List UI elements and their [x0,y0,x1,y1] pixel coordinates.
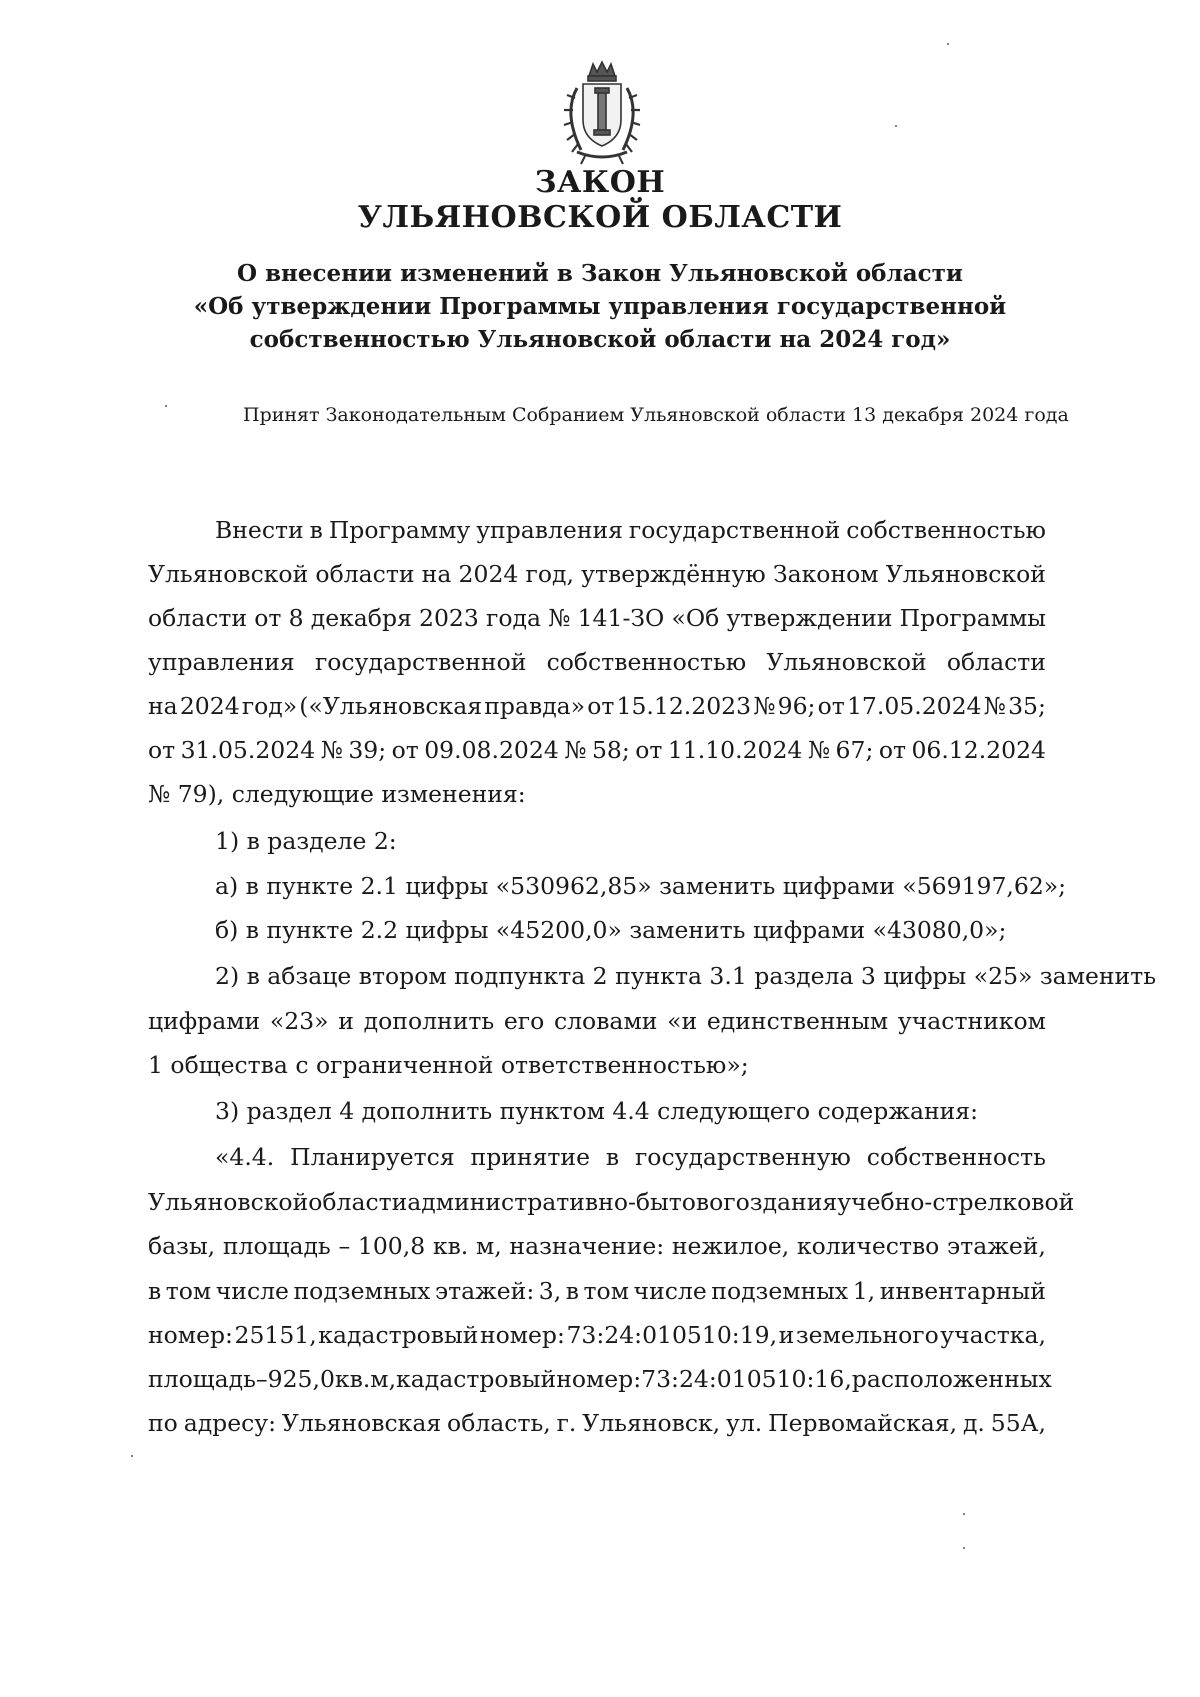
word: от [391,736,419,764]
list-item-2-line3: 1 общества с ограниченной ответственностью»; [148,1051,749,1079]
word: том [583,1277,629,1305]
adoption-note: Принят Законодательным Собранием Ульяновской области 13 декабря 2024 года [243,404,1069,426]
word: Ульяновской [148,560,309,588]
coat-of-arms-icon [547,58,657,168]
word: собственность [866,1143,1046,1171]
word: подземных [711,1277,849,1305]
word: 67; [835,736,874,764]
word: – [255,1365,268,1393]
word: область, [447,1409,551,1437]
word: кадастровый [318,1321,479,1349]
word: 55А, [990,1409,1046,1437]
word: 141-ЗО [577,604,665,632]
word: 73:24:010510:19, [566,1321,778,1349]
word: по [148,1409,178,1437]
word: площадь [148,1365,256,1393]
quote-line [148,1408,1046,1438]
quote-line [148,1276,1046,1306]
word: № [753,692,776,720]
word: его [503,1007,545,1035]
word: базы, [148,1232,216,1260]
word: «4.4. [215,1143,275,1171]
body-line [148,603,1046,633]
word: г. [556,1409,577,1437]
word: 58; [591,736,630,764]
word: цифрами [148,1007,261,1035]
word: области [315,560,415,588]
quote-line [148,1320,1046,1350]
word: учебно-стрелковой [837,1188,1075,1216]
word: 100,8 [357,1232,426,1260]
word: числе [215,1277,289,1305]
word: 39; [348,736,387,764]
body-line [148,559,1046,589]
word: 2023 [419,604,479,632]
word: на [148,692,178,720]
word: номер: [148,1321,233,1349]
word: № [548,604,571,632]
word: 17.05.2024 [846,692,982,720]
word: этажей: [434,1277,535,1305]
word: д. [962,1409,985,1437]
word: адресу: [183,1409,277,1437]
word: земельного [795,1321,939,1349]
word: 11.10.2024 [667,736,803,764]
law-subtitle-line3: собственностью Ульяновской области на 2024 год» [249,326,951,353]
word: и [778,1321,795,1349]
word: 31.05.2024 [180,736,316,764]
list-item-2: 2) в абзаце втором подпункта 2 пункта 3.1 раздела 3 цифры «25» заменить [215,962,1156,990]
word: «Об [671,604,720,632]
word: «и [667,1007,698,1035]
word: участником [897,1007,1046,1035]
word: год» [241,692,298,720]
word: том [165,1277,212,1305]
word: области [308,1188,408,1216]
word: – [338,1232,351,1260]
word: единственным [706,1007,889,1035]
word: в [309,516,323,544]
word: 1, [852,1277,876,1305]
word: кадастровый [396,1365,557,1393]
word: области [148,604,248,632]
word: декабря [310,604,412,632]
scan-speck [131,1455,133,1457]
word: управления [476,516,623,544]
word: ул. [726,1409,763,1437]
word: номер: [479,1321,565,1349]
quote-line [215,1142,1046,1172]
word: области [946,648,1046,676]
word: 06.12.2024 [911,736,1046,764]
word: нежилое, [671,1232,790,1260]
word: 8 [288,604,304,632]
word: 2024 [458,560,519,588]
word: расположенных [851,1365,1052,1393]
quote-line [148,1187,1075,1217]
law-subtitle-line2: «Об утверждении Программы управления государственной [193,293,1007,320]
word: кв. [432,1232,469,1260]
word: № [564,736,587,764]
list-item-1: 1) в разделе 2: [215,827,397,855]
word: собственностью [546,648,747,676]
body-line [215,515,1046,545]
word: 73:24:010510:16, [641,1365,852,1393]
word: № [983,692,1006,720]
scan-speck [947,43,949,45]
word: Ульяновской [885,560,1046,588]
word: 925,0 [267,1365,335,1393]
word: административно-бытового [407,1188,750,1216]
list-item-2-line2 [148,1006,1046,1036]
word: в [565,1277,579,1305]
word: Законом [772,560,879,588]
word: государственной [628,516,841,544]
word: утверждении [726,604,893,632]
body-line [148,647,1046,677]
word: 09.08.2024 [424,736,559,764]
word: государственной [314,648,527,676]
word: 3, [538,1277,562,1305]
law-title-line2: УЛЬЯНОВСКОЙ ОБЛАСТИ [357,200,843,235]
word: 15.12.2023 [616,692,752,720]
law-title-line1: ЗАКОН [534,165,666,200]
word: управления [148,648,295,676]
word: м, [475,1232,502,1260]
word: Первомайская, [768,1409,958,1437]
word: и [338,1007,354,1035]
word: назначение: [509,1232,665,1260]
word: в [148,1277,162,1305]
word: принятие [470,1143,590,1171]
word: количество [796,1232,940,1260]
word: Планируется [290,1143,455,1171]
word: собственностью [846,516,1046,544]
list-item-1b: б) в пункте 2.2 цифры «45200,0» заменить цифрами «43080,0»; [215,916,1007,944]
word: Программу [328,516,471,544]
word: от [878,736,906,764]
word: м, [370,1365,397,1393]
word: Ульяновск, [582,1409,721,1437]
word: № [320,736,343,764]
list-item-3: 3) раздел 4 дополнить пунктом 4.4 следующего содержания: [215,1097,979,1125]
word: 96; [777,692,816,720]
word: дополнить [363,1007,495,1035]
word: этажей, [947,1232,1046,1260]
word: от [635,736,663,764]
word: от [254,604,282,632]
body-line [148,735,1046,765]
word: № [807,736,831,764]
quote-line [148,1364,1052,1394]
word: государственную [635,1143,851,1171]
word: «23» [269,1007,329,1035]
word: площадь [222,1232,331,1260]
body-line [148,691,1046,721]
list-item-1a: а) в пункте 2.1 цифры «530962,85» заменить цифрами «569197,62»; [215,872,1067,900]
word: участка, [940,1321,1046,1349]
word: кв. [334,1365,371,1393]
word: подземных [293,1277,431,1305]
word: правда» [484,692,586,720]
word: года [486,604,541,632]
word: Внести [215,516,304,544]
word: год, [525,560,574,588]
word: 2024 [179,692,240,720]
quote-line [148,1231,1046,1261]
word: здания [749,1188,838,1216]
word: утверждённую [581,560,766,588]
word: на [421,560,452,588]
word: Программы [899,604,1046,632]
word: инвентарный [879,1277,1046,1305]
scan-speck [895,125,897,127]
word: от [817,692,845,720]
scan-speck [963,1547,965,1549]
word: 35; [1008,692,1046,720]
word: 25151, [234,1321,317,1349]
scan-speck [963,1513,965,1515]
law-subtitle-line1: О внесении изменений в Закон Ульяновской области [237,260,963,287]
scan-speck [165,405,167,407]
word: числе [633,1277,707,1305]
word: Ульяновской [766,648,927,676]
word: («Ульяновская [299,692,483,720]
body-line: № 79), следующие изменения: [148,780,526,808]
word: от [587,692,615,720]
word: Ульяновская [281,1409,442,1437]
word: Ульяновской [148,1188,309,1216]
word: словами [553,1007,658,1035]
word: в [605,1143,620,1171]
word: номер: [556,1365,642,1393]
word: от [148,736,176,764]
